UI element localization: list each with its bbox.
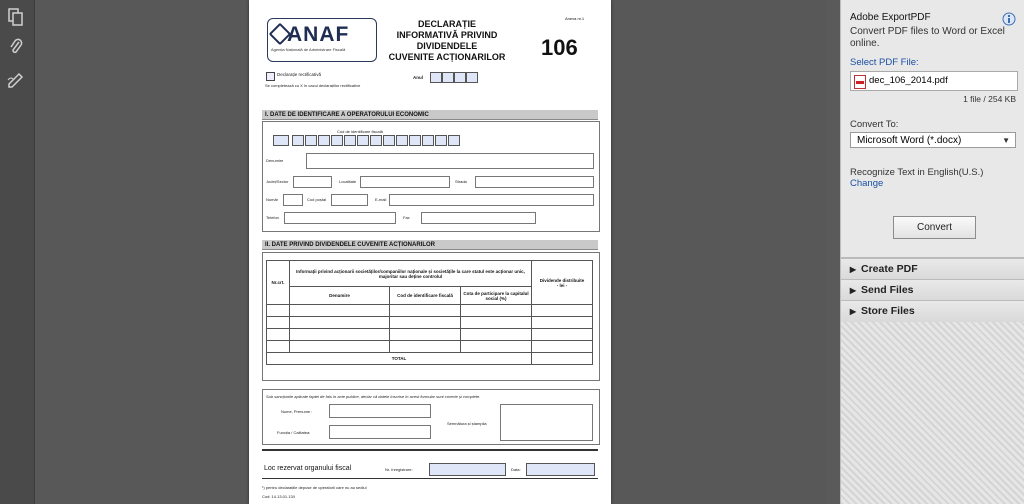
file-name: dec_106_2014.pdf xyxy=(869,75,948,86)
total-label: TOTAL xyxy=(267,353,532,365)
cif-prefix-box[interactable] xyxy=(273,135,289,146)
col-info-header: Informații privind acționarii societăților/companiilor naționale și societățile la care statul este acționar unic, majoritar sau deține controlul xyxy=(290,261,532,287)
rectificativa-checkbox[interactable] xyxy=(266,72,275,81)
selected-file[interactable] xyxy=(850,71,1018,91)
chevron-down-icon: ▼ xyxy=(1002,136,1010,145)
semnatura-field[interactable] xyxy=(500,404,593,441)
denumire-field[interactable] xyxy=(306,153,594,169)
rectificativa-label: Declarație rectificativă xyxy=(277,72,322,77)
nume-label: Nume, Prenume : xyxy=(281,409,313,414)
email-label: E-mail xyxy=(375,197,387,202)
telefon-label: Telefon xyxy=(266,215,279,220)
create-pdf-section[interactable] xyxy=(841,258,1024,280)
cod-postal-label: Cod poștal xyxy=(307,197,327,202)
judet-field[interactable] xyxy=(293,176,332,188)
cif-digit[interactable] xyxy=(422,135,434,146)
create-pdf-label: Create PDF xyxy=(861,263,918,275)
tools-panel xyxy=(840,0,1024,504)
sanction-text: Sub sancțiunile aplicate faptei de fals în acte publice, declar că datele înscrise în acest formular sunt corecte și complete. xyxy=(266,394,481,399)
cif-digit[interactable] xyxy=(435,135,447,146)
change-link[interactable]: Change xyxy=(850,178,884,189)
expand-icon: ▶ xyxy=(849,307,857,316)
col-dividende-label: Dividende distribuite xyxy=(539,277,585,283)
total-row xyxy=(267,353,593,365)
fax-label: Fax xyxy=(403,215,410,220)
data-field[interactable] xyxy=(526,463,595,476)
anexa-label: Anexa nr.1 xyxy=(565,16,585,21)
col-cota-header: Cota de participare la capitalul social (%) xyxy=(461,287,532,305)
send-files-section[interactable] xyxy=(841,279,1024,301)
denumire-label: Denumire xyxy=(266,158,284,163)
panel-title: Adobe ExportPDF xyxy=(850,12,931,23)
title-line: CUVENITE ACȚIONARILOR xyxy=(388,52,506,62)
convert-to-label: Convert To: xyxy=(850,119,899,130)
pdf-file-icon xyxy=(854,75,866,89)
cif-digit[interactable] xyxy=(370,135,382,146)
cif-digit[interactable] xyxy=(344,135,356,146)
rectificativa-note: Se completează cu X în cazul declarațiilor rectificative xyxy=(265,83,361,88)
col-nr-header: Nr.crt. xyxy=(267,261,290,305)
email-field[interactable] xyxy=(389,194,594,206)
cif-boxes xyxy=(292,135,460,146)
anul-digit[interactable] xyxy=(442,72,454,83)
convert-to-value: Microsoft Word (*.docx) xyxy=(857,135,962,146)
table-row[interactable] xyxy=(267,305,593,317)
functia-field[interactable] xyxy=(329,425,431,439)
signature-icon[interactable] xyxy=(5,72,27,94)
convert-to-select[interactable] xyxy=(850,132,1016,148)
cif-digit[interactable] xyxy=(292,135,304,146)
pdf-page xyxy=(249,0,611,504)
navigation-rail xyxy=(0,0,35,504)
judet-label: Județ/Sector xyxy=(266,179,289,184)
strada-label: Strada xyxy=(455,179,467,184)
store-files-section[interactable] xyxy=(841,300,1024,322)
title-line: INFORMATIVĂ PRIVIND DIVIDENDELE xyxy=(396,30,498,51)
file-info: 1 file / 254 KB xyxy=(963,94,1016,104)
pages-icon[interactable] xyxy=(5,8,27,30)
footer-line-2: Cod: 14.13.01.13/I xyxy=(262,494,295,499)
form-title xyxy=(367,19,527,63)
footer-line-1: ¹) pentru declarațiile depuse de operatorii care nu au sediul xyxy=(262,485,367,490)
table-row[interactable] xyxy=(267,329,593,341)
anaf-logo-subtitle: Agenția Națională de Administrare Fiscală xyxy=(271,47,346,52)
paperclip-icon[interactable] xyxy=(5,38,27,60)
numar-field[interactable] xyxy=(283,194,303,206)
expand-icon: ▶ xyxy=(849,265,857,274)
title-line: DECLARAȚIE xyxy=(418,19,476,29)
loc-rezervat-label: Loc rezervat organului fiscal xyxy=(264,465,352,472)
data-label: Data: xyxy=(511,467,521,472)
localitate-label: Localitate xyxy=(339,179,357,184)
nr-inregistrare-label: Nr. înregistrare: xyxy=(385,467,413,472)
expand-icon: ▶ xyxy=(849,286,857,295)
cif-digit[interactable] xyxy=(448,135,460,146)
col-cif-header: Cod de identificare fiscală xyxy=(390,287,461,305)
telefon-field[interactable] xyxy=(284,212,396,224)
fax-field[interactable] xyxy=(421,212,536,224)
document-scrollbar[interactable] xyxy=(826,0,840,504)
send-files-label: Send Files xyxy=(861,284,914,296)
cif-digit[interactable] xyxy=(331,135,343,146)
cif-digit[interactable] xyxy=(409,135,421,146)
select-pdf-label: Select PDF File: xyxy=(850,57,919,68)
anul-digit[interactable] xyxy=(430,72,442,83)
strada-field[interactable] xyxy=(475,176,594,188)
col-lei-label: - lei - xyxy=(556,282,568,288)
anul-digit[interactable] xyxy=(466,72,478,83)
convert-button[interactable]: Convert xyxy=(893,216,976,239)
panel-empty-area xyxy=(841,322,1024,504)
cif-digit[interactable] xyxy=(318,135,330,146)
cif-digit[interactable] xyxy=(396,135,408,146)
nr-inregistrare-field[interactable] xyxy=(429,463,506,476)
panel-description: Convert PDF files to Word or Excel online. xyxy=(850,26,1005,49)
table-row[interactable] xyxy=(267,317,593,329)
divider xyxy=(262,478,598,479)
table-row[interactable] xyxy=(267,341,593,353)
functia-label: Funcția / Calitatea: xyxy=(277,430,311,435)
anul-digit[interactable] xyxy=(454,72,466,83)
col-denumire-header: Denumire xyxy=(290,287,390,305)
form-number: 106 xyxy=(541,35,578,60)
anaf-logo-text: ANAF xyxy=(287,23,350,46)
col-dividende-header xyxy=(532,261,593,305)
divider xyxy=(262,449,598,451)
section-1-header: I. DATE DE IDENTIFICARE A OPERATORULUI ECONOMIC xyxy=(262,110,598,120)
semnatura-label: Semnătura și ștampila xyxy=(447,421,487,426)
dividende-table xyxy=(266,260,593,365)
section-2-header: II. DATE PRIVIND DIVIDENDELE CUVENITE ACȚIONARILOR xyxy=(262,240,598,250)
cif-digit[interactable] xyxy=(305,135,317,146)
anul-label: Anul xyxy=(413,75,423,80)
nume-field[interactable] xyxy=(329,404,431,418)
cif-digit[interactable] xyxy=(383,135,395,146)
store-files-label: Store Files xyxy=(861,305,915,317)
cod-postal-field[interactable] xyxy=(331,194,368,206)
localitate-field[interactable] xyxy=(360,176,450,188)
cif-digit[interactable] xyxy=(357,135,369,146)
cif-label: Cod de identificare fiscală xyxy=(337,129,383,134)
recognize-text: Recognize Text in English(U.S.) xyxy=(850,167,984,178)
numar-label: Număr xyxy=(266,197,279,202)
